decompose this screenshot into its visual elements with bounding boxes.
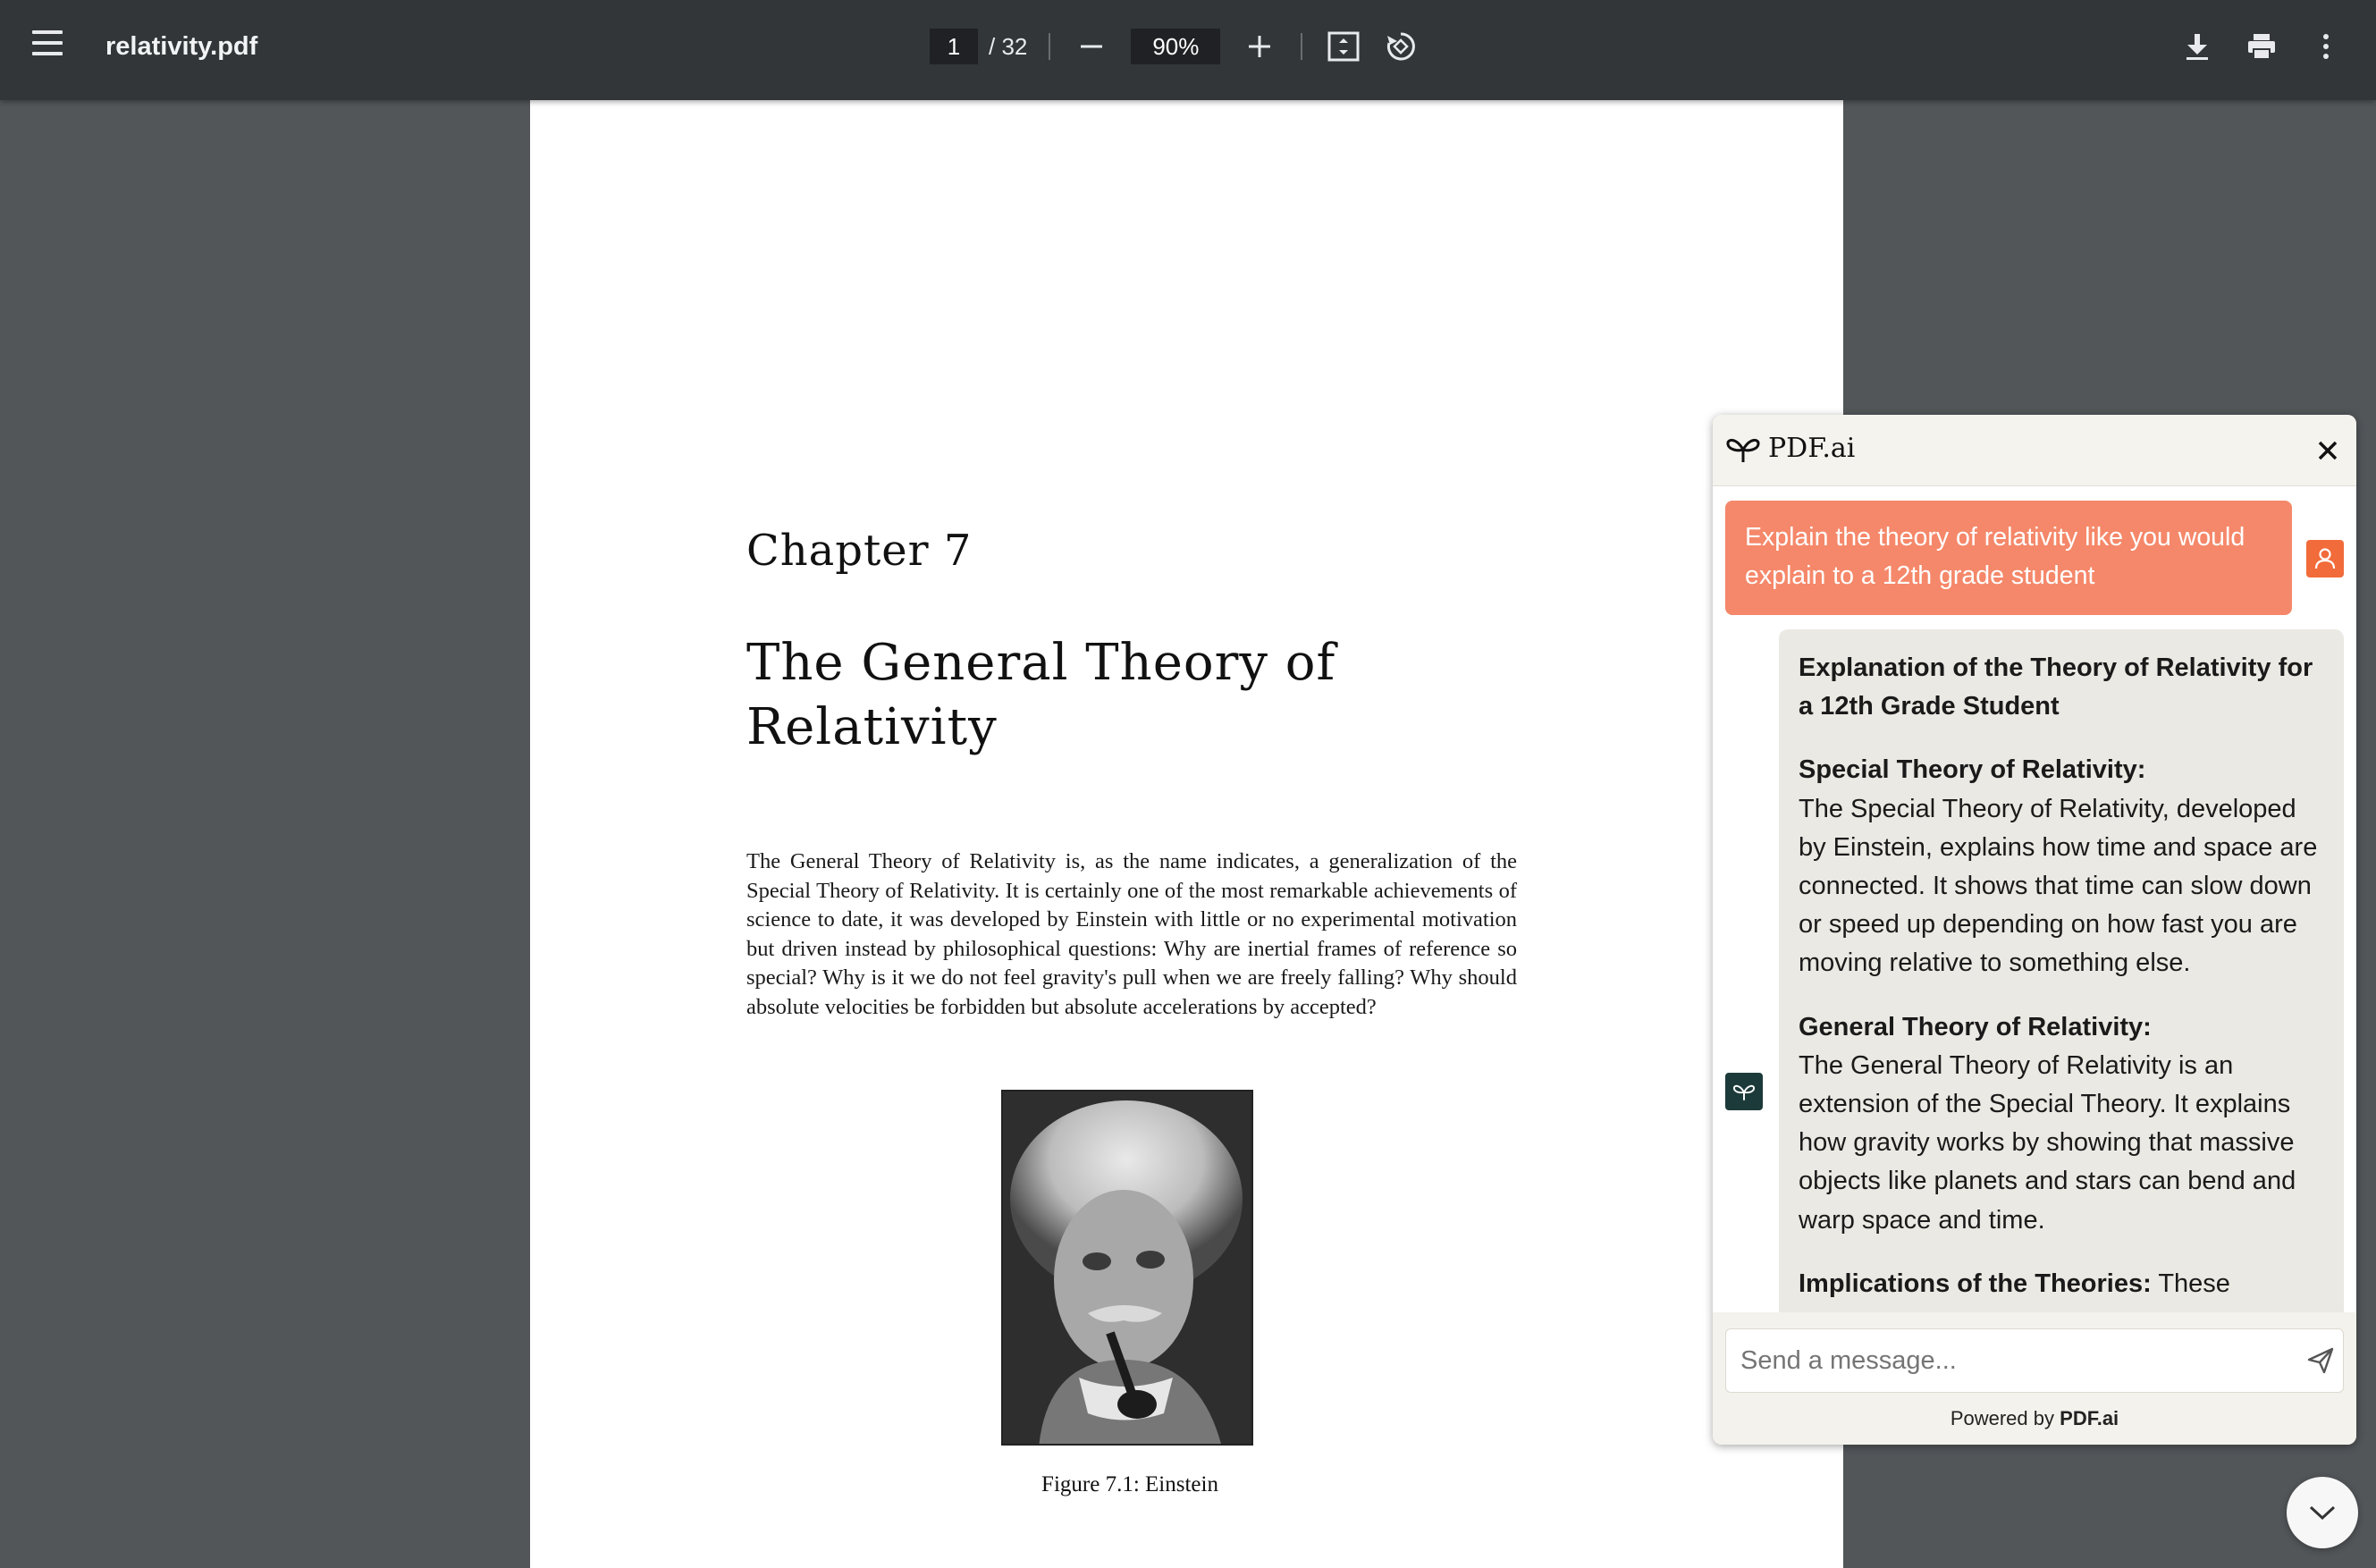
page-zoom-controls [930,27,1420,66]
sprout-icon [1725,434,1761,464]
special-theory-section [1799,751,2324,982]
powered-by [1713,1407,2356,1430]
pdf-ai-chat-panel [1713,415,2356,1445]
general-theory-text: The General Theory of Relativity is an extension of the Special Theory. It explains how gravity works by showing that massive objects like planets and stars can bend and warp space and time. [1799,1050,2296,1235]
chapter-title: The General Theory of Relativity [746,634,1336,756]
document-title: relativity.pdf [105,32,258,61]
pdf-ai-logo [1725,433,1855,464]
bot-avatar-icon [1725,1073,1763,1110]
toolbar-actions [2178,27,2346,66]
implications-section [1799,1265,2324,1303]
toolbar-divider [1301,33,1302,60]
chevron-down-icon [2308,1504,2337,1522]
special-theory-text: The Special Theory of Relativity, developed by Einstein, explains how time and space are connected. It shows that time can slow down or speed up depending on how fast you are moving relative to something else. [1799,794,2318,978]
pdf-toolbar [0,0,2376,100]
close-icon[interactable] [2315,438,2340,463]
general-theory-section [1799,1008,2324,1240]
fit-page-icon[interactable] [1324,27,1363,66]
download-icon[interactable] [2178,27,2217,66]
menu-icon[interactable] [32,30,63,61]
print-icon[interactable] [2242,27,2281,66]
bot-message [1779,629,2344,1312]
implications-text: These [2158,1269,2230,1298]
chapter-paragraph: The General Theory of Relativity is, as the name indicates, a generalization of the Special Theory of Relativity. It is certainly one of the most remarkable achievements of science to date, it was developed by Einstein with little or no experimental motivation but driven instead by philosophical questions: Why are inertial frames of reference so special? Why is it we do not feel gravity's pull when we are freely falling? Why should absolute velocities be forbidden but absolute accelerations by accepted? [746,849,1517,1019]
more-options-icon[interactable] [2306,27,2346,66]
bot-heading: Explanation of the Theory of Relativity for a 12th Grade Student [1799,653,2313,721]
special-theory-title: Special Theory of Relativity: [1799,755,2146,785]
chat-messages[interactable] [1713,486,2356,1312]
brand-name: PDF.ai [1768,433,1856,464]
einstein-photo [1001,1090,1253,1446]
page-number-input[interactable]: 1 [930,29,978,64]
implications-title: Implications of the Theories: [1799,1269,2152,1298]
send-icon[interactable] [2306,1346,2335,1375]
chat-header [1713,415,2356,486]
rotate-icon[interactable] [1381,27,1420,66]
zoom-level-input[interactable]: 90% [1131,29,1220,64]
chat-footer [1713,1312,2356,1445]
powered-brand: PDF.ai [2060,1407,2119,1429]
user-avatar-icon [2306,540,2344,577]
general-theory-title: General Theory of Relativity: [1799,1012,2152,1041]
message-input[interactable] [1725,1328,2344,1393]
zoom-in-icon[interactable] [1240,27,1279,66]
scroll-down-button[interactable] [2287,1477,2358,1548]
toolbar-divider [1049,33,1050,60]
figure-caption: Figure 7.1: Einstein [1041,1472,1218,1496]
chapter-number: Chapter 7 [746,526,973,576]
user-message: Explain the theory of relativity like you would explain to a 12th grade student [1725,501,2292,615]
page-total: / 32 [989,32,1028,60]
powered-prefix: Powered by [1950,1407,2055,1429]
zoom-out-icon[interactable] [1072,27,1111,66]
pdf-page [530,100,1843,1568]
